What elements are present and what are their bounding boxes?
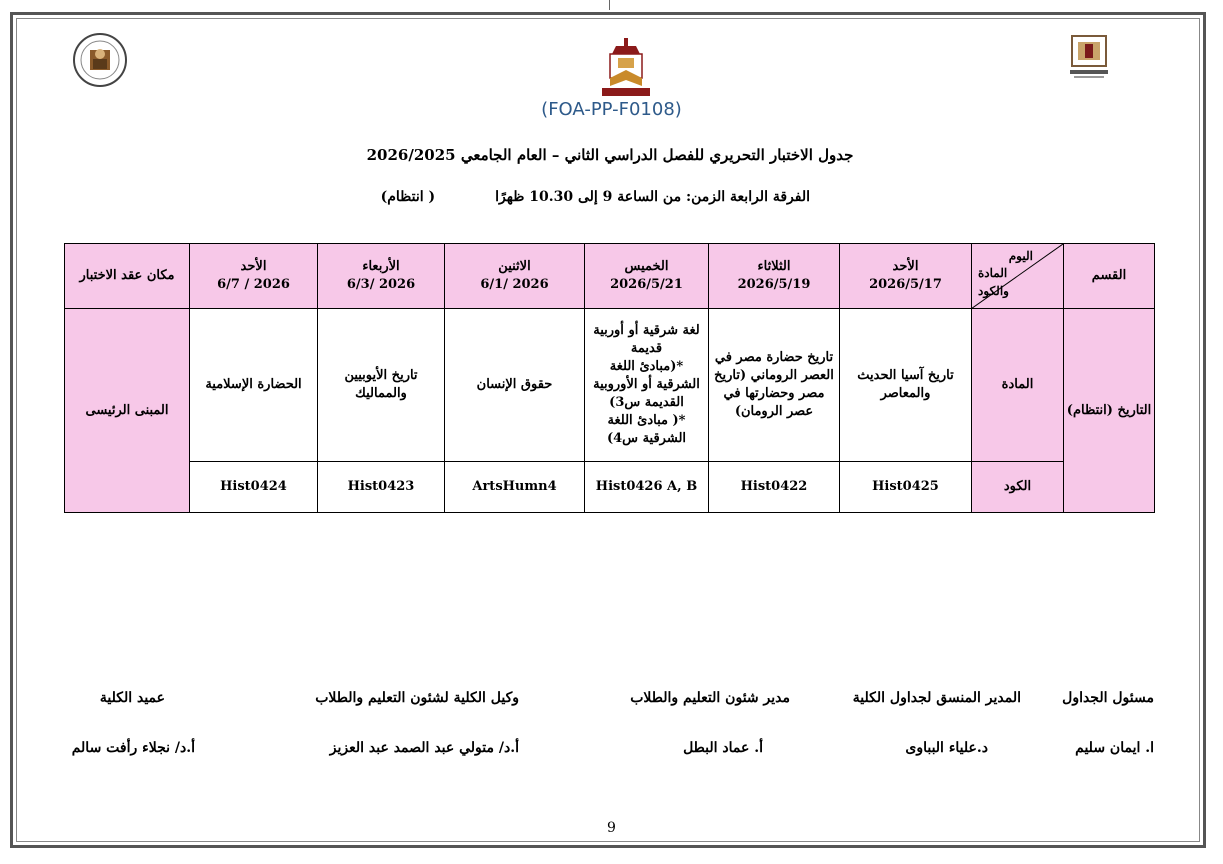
subject-cell: لغة شرقية أو أوربية قديمة *(مبادئ اللغة الشرقية أو الأوروبية القديمة س3) *( مبادئ اللغة الشرقية س4) [585,309,709,462]
dept-header-cell: القسم [1064,244,1155,309]
page-top-marker [609,0,610,10]
signature-name: أ.د/ متولي عبد الصمد عبد العزيز [329,740,519,756]
signature-name: أ.د/ نجلاء رأفت سالم [71,740,195,756]
place-header-cell: مكان عقد الاختبار [65,244,190,309]
code-cell: ArtsHumn4 [445,461,585,512]
subject-cell: تاريخ حضارة مصر في العصر الروماني (تاريخ مصر وحضارتها في عصر الرومان) [709,309,840,462]
code-cell: Hist0422 [709,461,840,512]
subject-cell: تاريخ الأيوبيين والمماليك [318,309,445,462]
diag-header-day: اليوم [1008,249,1033,263]
page-title: جدول الاختبار التحريري للفصل الدراسي الثاني – العام الجامعي 2026/2025 [366,146,854,164]
page-number: 9 [607,820,616,836]
subject-row-label: المادة [972,309,1064,462]
code-cell: Hist0425 [840,461,972,512]
signature-name: ا. ايمان سليم [1075,740,1154,756]
signature-name: د.علياء البباوى [905,740,988,756]
signature-role: مسئول الجداول [1062,690,1154,706]
place-cell: المبنى الرئيسى [65,309,190,513]
signature-role: وكيل الكلية لشئون التعليم والطلاب [315,690,519,706]
code-row-label: الكود [972,461,1064,512]
subtitle-mode: ( انتظام) [380,189,436,205]
subject-cell: تاريخ آسيا الحديث والمعاصر [840,309,972,462]
day-header-cell: الثلاثاء 2026/5/19 [709,244,840,309]
day-subject-code-header-cell [972,244,1064,309]
faculty-of-arts-logo-icon [598,36,654,98]
day-header-cell: الخميس 2026/5/21 [585,244,709,309]
day-header-cell: الأحد 2026/5/17 [840,244,972,309]
subtitle-main: الفرقة الرابعة الزمن: من الساعة 9 إلى 10.30 ظهرًا [495,189,810,205]
subject-cell: الحضارة الإسلامية [190,309,318,462]
diag-header-subject: المادة [978,266,1008,280]
day-header-cell: الأربعاء 2026 /6/3 [318,244,445,309]
page-subtitle [300,189,810,205]
signature-role: عميد الكلية [99,690,165,706]
signature-role: المدير المنسق لجداول الكلية [852,690,1021,706]
faculty-seal-icon [72,32,128,88]
signature-role: مدير شئون التعليم والطلاب [630,690,790,706]
day-header-cell: الأحد 2026 / 6/7 [190,244,318,309]
cairo-university-logo-icon [1066,32,1112,80]
dept-name-cell: التاريخ (انتظام) [1064,309,1155,513]
document-code: (FOA-PP-F0108) [541,99,682,120]
code-cell: Hist0423 [318,461,445,512]
signature-name: أ. عماد البطل [683,740,763,756]
code-cell: Hist0426 A, B [585,461,709,512]
code-cell: Hist0424 [190,461,318,512]
exam-schedule-table [64,243,1155,513]
subject-cell: حقوق الإنسان [445,309,585,462]
diag-header-code: والكود [978,284,1009,298]
day-header-cell: الاثنين 2026 /6/1 [445,244,585,309]
